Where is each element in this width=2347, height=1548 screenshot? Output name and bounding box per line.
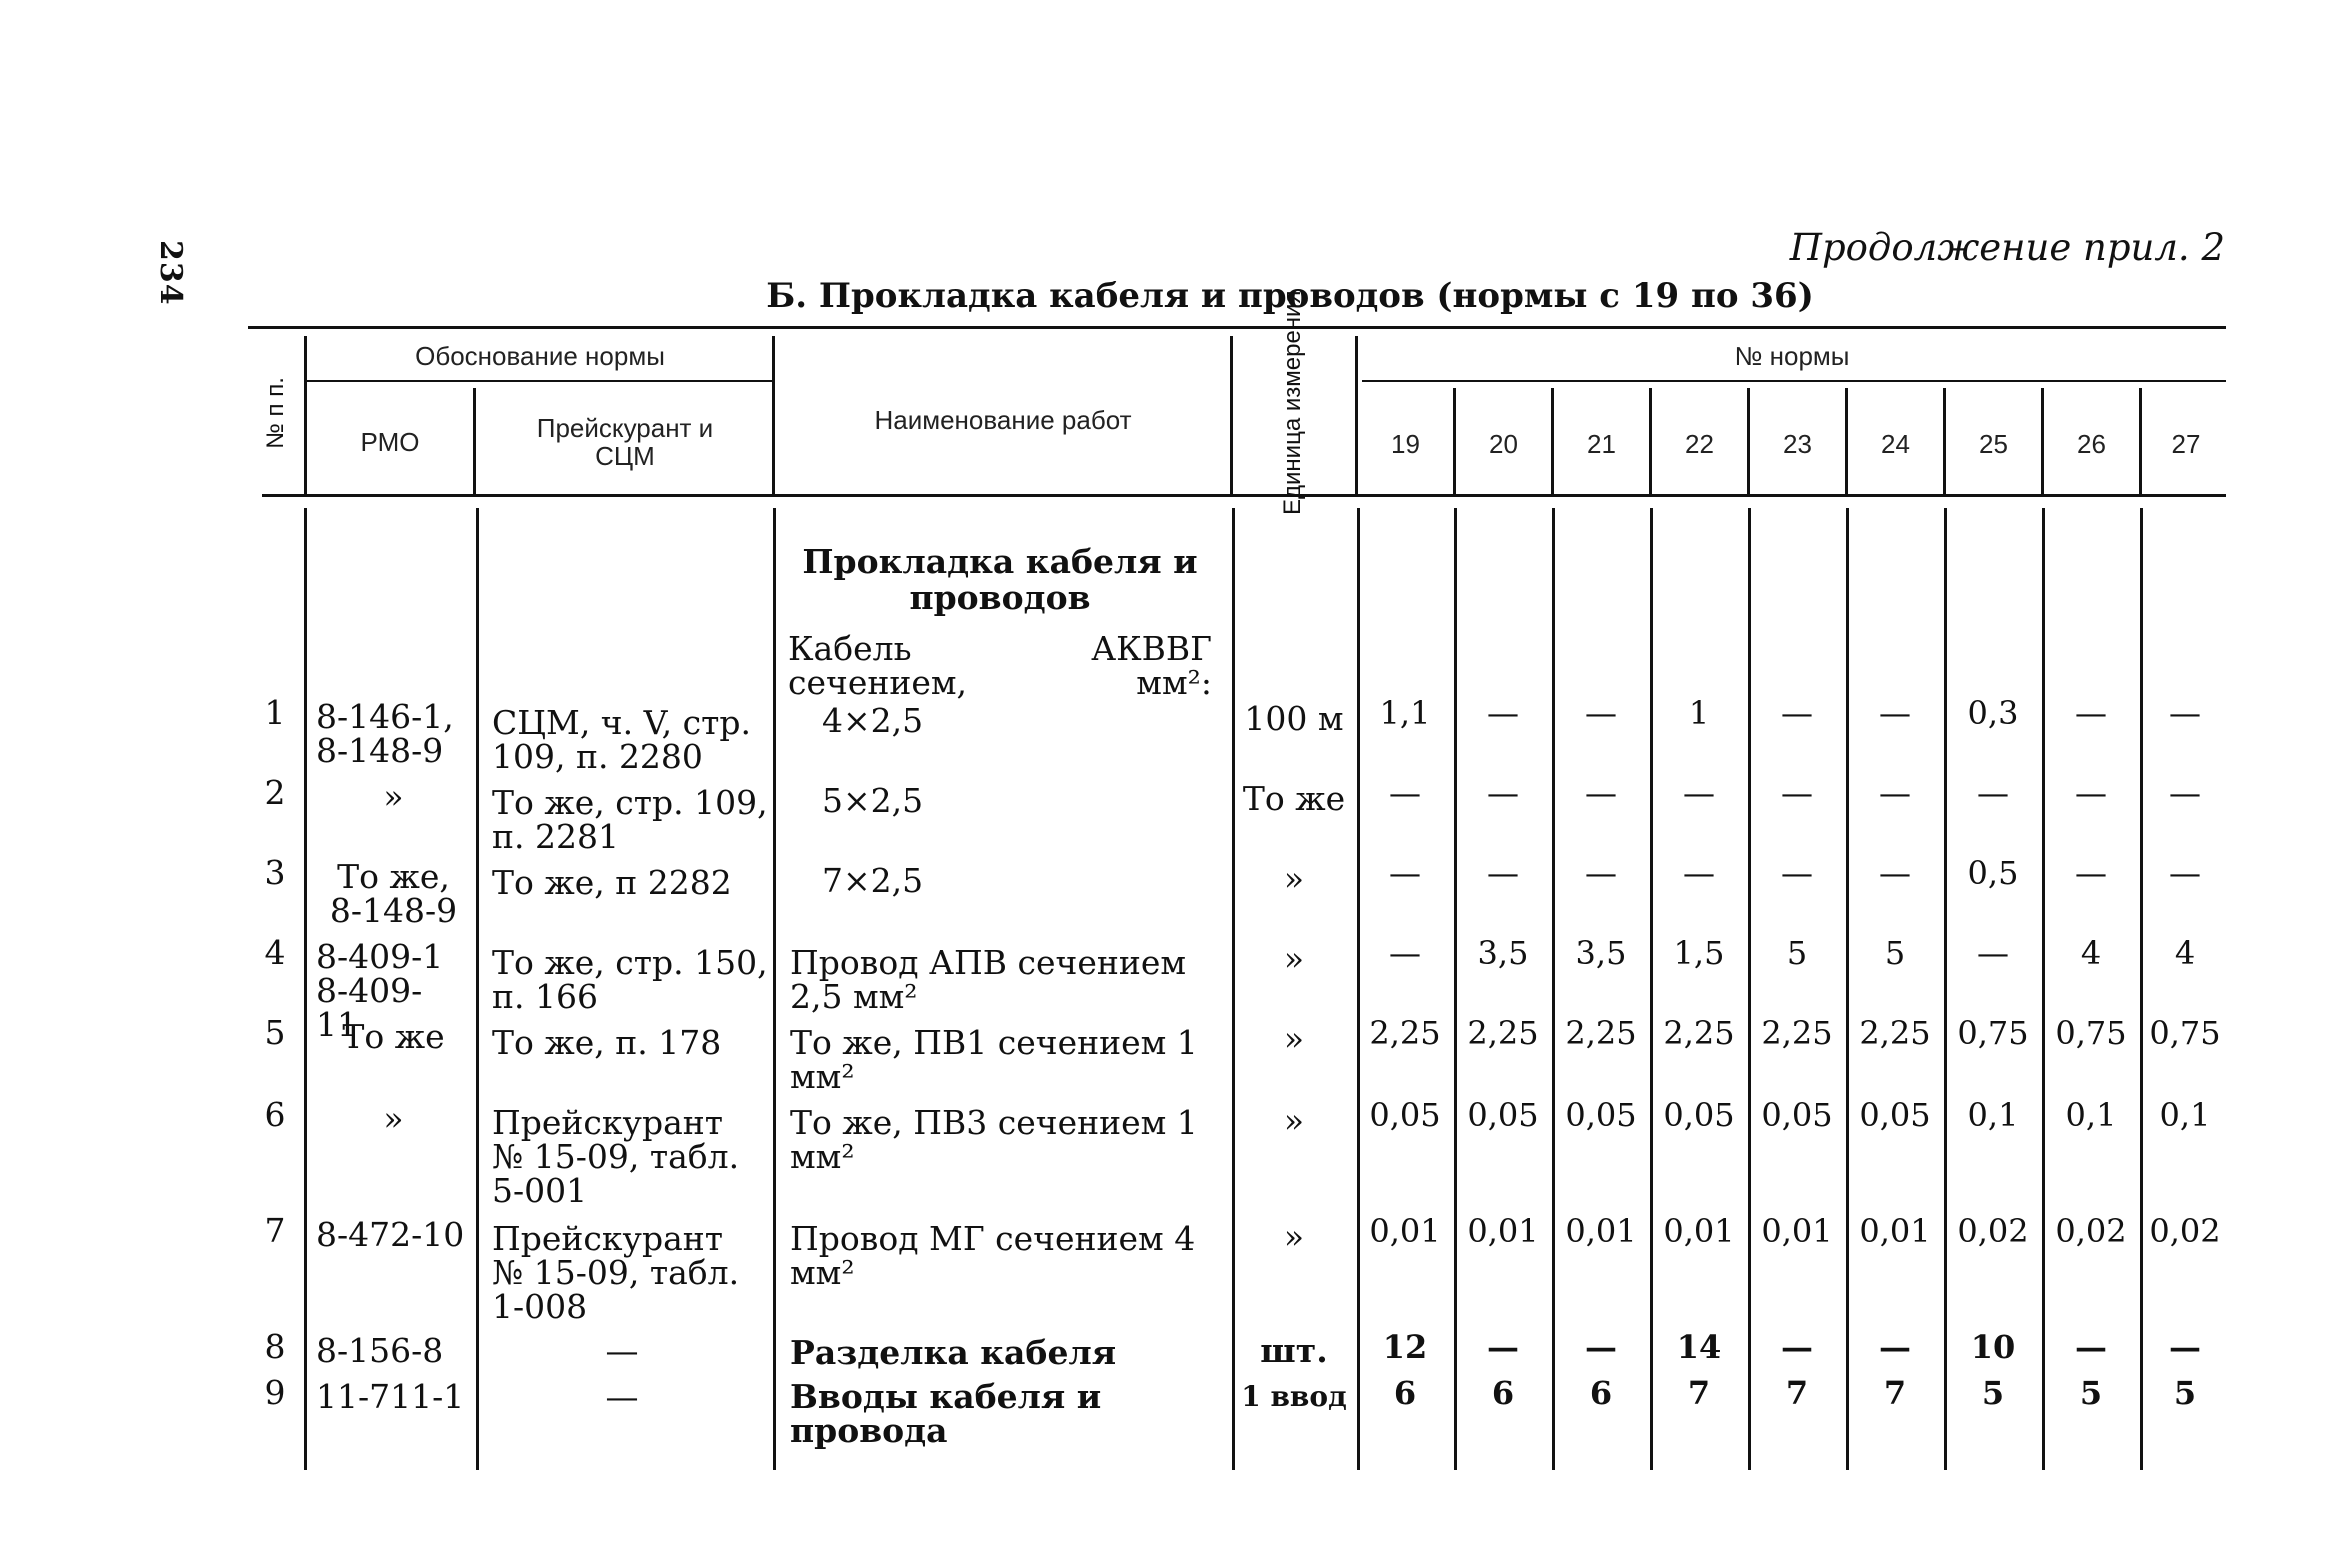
body-divider — [773, 508, 776, 1470]
header-num: № п п. — [262, 377, 289, 449]
header-norm-col: 21 — [1587, 429, 1616, 459]
row-price: СЦМ, ч. V, стр. 109, п. 2280 — [492, 703, 751, 776]
continuation-note: Продолжение прил. 2 — [1789, 226, 2225, 269]
table-title: Б. Прокладка кабеля и проводов (нормы с 19 по 36) — [766, 276, 1814, 316]
norm-value-cell: 10 — [1970, 1328, 2016, 1366]
row-price: — — [605, 1331, 639, 1370]
norm-value-cell: 1,5 — [1673, 934, 1725, 972]
header-norm-col: 26 — [2077, 429, 2106, 459]
norm-value-cell: — — [2075, 774, 2107, 812]
row-rmo: То же, 8-148-9 — [329, 857, 458, 930]
norm-value-cell: 5 — [1884, 934, 1906, 972]
norm-value-cell: — — [1879, 1328, 1911, 1366]
norm-value-cell: — — [1781, 694, 1813, 732]
norm-value-cell: 0,01 — [1467, 1212, 1539, 1250]
norm-value-cell: 2,25 — [1467, 1014, 1539, 1052]
body-divider — [1748, 508, 1751, 1470]
norm-value-cell: 7 — [1687, 1374, 1711, 1412]
norm-value-cell: 3,5 — [1575, 934, 1627, 972]
header-bottom-rule — [262, 494, 2226, 497]
norm-value-cell: 6 — [1491, 1374, 1515, 1412]
norm-value-cell: 0,05 — [1761, 1096, 1833, 1134]
header-norm-group: № нормы — [1734, 341, 1850, 371]
norm-value-cell: 0,01 — [1663, 1212, 1735, 1250]
norm-group-rule — [1362, 380, 2226, 382]
row-number: 4 — [264, 933, 286, 972]
norm-value-cell: 2,25 — [1663, 1014, 1735, 1052]
norm-value-cell: — — [1487, 694, 1519, 732]
body-divider — [1232, 508, 1235, 1470]
body-divider — [476, 508, 479, 1470]
row-price: — — [605, 1377, 639, 1416]
row-work: Разделка кабеля — [790, 1333, 1117, 1372]
norm-value-cell: 5 — [2079, 1374, 2103, 1412]
norm-value-cell: 5 — [1786, 934, 1808, 972]
norm-value-cell: — — [1585, 854, 1617, 892]
body-divider — [1846, 508, 1849, 1470]
row-price: То же, п 2282 — [492, 863, 732, 902]
row-work: 5×2,5 — [822, 781, 924, 820]
row-unit: шт. — [1260, 1331, 1328, 1370]
norm-value-cell: — — [1389, 774, 1421, 812]
row-rmo: 11-711-1 — [316, 1377, 465, 1416]
norm-value-cell: 0,05 — [1859, 1096, 1931, 1134]
body-divider — [2140, 508, 2143, 1470]
norm-value-cell: 0,05 — [1565, 1096, 1637, 1134]
header-basis-group: Обоснование нормы — [415, 341, 665, 371]
norm-value-cell: 0,01 — [1859, 1212, 1931, 1250]
norm-value-cell: 6 — [1589, 1374, 1613, 1412]
norm-value-cell: 7 — [1883, 1374, 1907, 1412]
norm-value-cell: — — [1879, 694, 1911, 732]
header-norm-col: 19 — [1391, 429, 1420, 459]
row-work: Провод МГ сечением 4 мм² — [790, 1219, 1196, 1292]
row-rmo: 8-146-1, 8-148-9 — [316, 697, 454, 770]
norm-value-cell: — — [1487, 1328, 1519, 1366]
norm-value-cell: 0,01 — [1761, 1212, 1833, 1250]
row-number: 1 — [264, 693, 286, 732]
body-divider — [1944, 508, 1947, 1470]
header-norm-col: 20 — [1489, 429, 1518, 459]
header-norm-col: 27 — [2171, 429, 2201, 459]
row-price: Прейскурант № 15-09, табл. 1-008 — [492, 1219, 740, 1326]
header-norm-col: 25 — [1979, 429, 2008, 459]
norm-value-cell: 2,25 — [1565, 1014, 1637, 1052]
norm-value-cell: — — [2169, 1328, 2201, 1366]
header-rmo: РМО — [360, 427, 420, 457]
norm-value-cell: — — [1487, 854, 1519, 892]
norm-value-cell: — — [1879, 854, 1911, 892]
norm-value-cell: — — [2075, 694, 2107, 732]
norm-value-cell: 0,1 — [2159, 1096, 2211, 1134]
header-price: Прейскурант и СЦМ — [536, 413, 714, 471]
row-unit: » — [1283, 1101, 1305, 1140]
norm-value-cell: — — [2169, 854, 2201, 892]
header-divider — [473, 388, 476, 494]
row-unit: » — [1283, 859, 1305, 898]
row-unit: 1 ввод — [1241, 1380, 1347, 1413]
norm-value-cell: — — [1487, 774, 1519, 812]
row-unit: » — [1283, 939, 1305, 978]
norm-value-cell: 5 — [1981, 1374, 2005, 1412]
norm-value-cell: — — [1389, 854, 1421, 892]
row-work: 7×2,5 — [822, 861, 924, 900]
norm-value-cell: 0,02 — [2055, 1212, 2127, 1250]
norm-value-cell: — — [1683, 774, 1715, 812]
norm-value-cell: — — [2075, 1328, 2107, 1366]
norm-value-cell: 12 — [1382, 1328, 1428, 1366]
row-price: То же, п. 178 — [492, 1023, 722, 1062]
norm-value-cell: 2,25 — [1761, 1014, 1833, 1052]
row-unit: 100 м — [1244, 699, 1344, 738]
norm-value-cell: 1,1 — [1379, 694, 1431, 732]
norm-value-cell: 0,01 — [1369, 1212, 1441, 1250]
norm-value-cell: — — [2075, 854, 2107, 892]
norm-value-cell: 2,25 — [1369, 1014, 1441, 1052]
norm-value-cell: 3,5 — [1477, 934, 1529, 972]
row-unit: » — [1283, 1217, 1305, 1256]
norm-value-cell: 0,01 — [1565, 1212, 1637, 1250]
norm-value-cell: — — [2169, 774, 2201, 812]
row-work: То же, ПВ1 сечением 1 мм² — [790, 1023, 1198, 1096]
norm-value-cell: — — [1781, 774, 1813, 812]
row-number: 3 — [264, 853, 286, 892]
row-rmo: То же — [342, 1017, 445, 1056]
row-work: 4×2,5 — [822, 701, 924, 740]
header-divider — [1230, 336, 1233, 494]
norm-value-cell: 0,1 — [1967, 1096, 2019, 1134]
norm-value-cell: 14 — [1676, 1328, 1722, 1366]
header-divider — [772, 336, 775, 494]
row-price: То же, стр. 109, п. 2281 — [492, 783, 768, 856]
row-work: То же, ПВ3 сечением 1 мм² — [790, 1103, 1198, 1176]
norm-value-cell: 0,02 — [1957, 1212, 2029, 1250]
norm-value-cell: 0,02 — [2149, 1212, 2221, 1250]
body-divider — [1552, 508, 1555, 1470]
row-rmo: 8-409-1 8-409-11 — [316, 937, 444, 1044]
row-rmo: » — [383, 777, 404, 816]
row-rmo: » — [383, 1099, 404, 1138]
body-divider — [1650, 508, 1653, 1470]
norm-value-cell: 0,75 — [1957, 1014, 2029, 1052]
table-top-rule — [248, 326, 2226, 329]
norm-value-cell: 0,05 — [1467, 1096, 1539, 1134]
norm-value-cell: 6 — [1393, 1374, 1417, 1412]
norm-value-cell: — — [1781, 1328, 1813, 1366]
header-norm-col: 23 — [1783, 429, 1812, 459]
norm-value-cell: — — [1781, 854, 1813, 892]
page-number: 234 — [153, 240, 188, 306]
header-divider — [304, 336, 307, 494]
section-subheading: Кабель АКВВГ сечением, мм²: — [788, 629, 1212, 702]
norm-value-cell: — — [1585, 774, 1617, 812]
row-price: То же, стр. 150, п. 166 — [492, 943, 768, 1016]
header-unit: Единица измерения — [1279, 290, 1306, 515]
norm-value-cell: — — [1389, 934, 1421, 972]
header-works: Наименование работ — [874, 405, 1132, 435]
row-unit: » — [1283, 1019, 1305, 1058]
norm-value-cell: 0,05 — [1369, 1096, 1441, 1134]
row-number: 5 — [264, 1013, 286, 1052]
norm-value-cell: — — [1585, 1328, 1617, 1366]
row-unit: То же — [1242, 779, 1346, 818]
norm-value-cell: — — [1683, 854, 1715, 892]
norm-value-cell: 0,75 — [2149, 1014, 2221, 1052]
norm-value-cell: 0,75 — [2055, 1014, 2127, 1052]
row-number: 2 — [264, 773, 286, 812]
row-number: 6 — [264, 1095, 286, 1134]
norm-value-cell: — — [1879, 774, 1911, 812]
norm-value-cell: 7 — [1785, 1374, 1809, 1412]
norm-value-cell: — — [1585, 694, 1617, 732]
norm-value-cell: 0,05 — [1663, 1096, 1735, 1134]
row-work: Провод АПВ сечением 2,5 мм² — [790, 943, 1187, 1016]
header-divider — [1355, 336, 1358, 494]
row-rmo: 8-156-8 — [316, 1331, 444, 1370]
norm-value-cell: — — [2169, 694, 2201, 732]
norm-value-cell: — — [1977, 774, 2009, 812]
norm-value-cell: 5 — [2173, 1374, 2197, 1412]
norm-value-cell: — — [1977, 934, 2009, 972]
norm-value-cell: 0,1 — [2065, 1096, 2117, 1134]
row-number: 8 — [264, 1327, 286, 1366]
row-number: 7 — [264, 1211, 286, 1250]
norm-value-cell: 0,3 — [1967, 694, 2019, 732]
header-norm-col: 24 — [1881, 429, 1910, 459]
norm-value-cell: 4 — [2080, 934, 2102, 972]
row-price: Прейскурант № 15-09, табл. 5-001 — [492, 1103, 740, 1210]
section-heading: Прокладка кабеля и проводов — [802, 542, 1198, 617]
header-norm-col: 22 — [1685, 429, 1714, 459]
row-rmo: 8-472-10 — [316, 1215, 465, 1254]
norm-value-cell: 2,25 — [1859, 1014, 1931, 1052]
body-divider — [304, 508, 307, 1470]
norm-value-cell: 0,5 — [1967, 854, 2019, 892]
body-divider — [1454, 508, 1457, 1470]
row-number: 9 — [264, 1373, 286, 1412]
basis-group-rule — [306, 380, 772, 382]
norm-value-cell: 4 — [2174, 934, 2196, 972]
body-divider — [1357, 508, 1360, 1470]
body-divider — [2042, 508, 2045, 1470]
row-work: Вводы кабеля и провода — [790, 1377, 1102, 1450]
norm-value-cell: 1 — [1688, 694, 1710, 732]
